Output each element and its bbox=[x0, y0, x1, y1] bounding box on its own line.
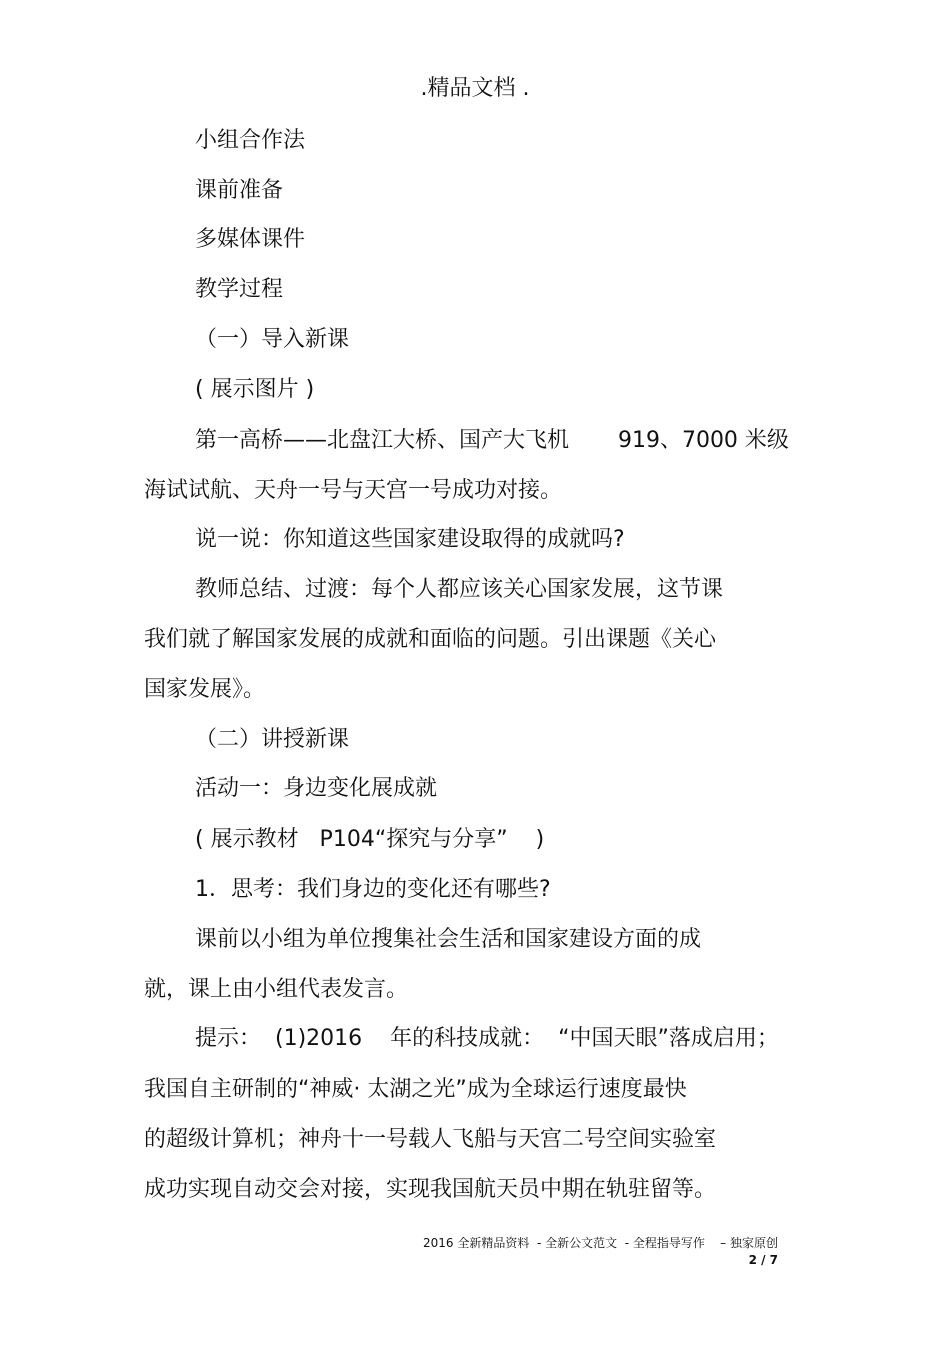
page-footer: 2016 全新精品资料 - 全新公文范文 - 全程指导写作 – 独家原创 bbox=[423, 1236, 778, 1250]
text-line: 多媒体课件 bbox=[195, 227, 306, 252]
text-line: 提示： (1)2016 年的科技成就： “中国天眼”落成启用； bbox=[195, 1026, 779, 1051]
text-line: 课前准备 bbox=[195, 178, 284, 203]
text-line: 就，课上由小组代表发言。 bbox=[144, 977, 409, 1002]
text-line: 说一说：你知道这些国家建设取得的成就吗? bbox=[195, 527, 625, 552]
text-line: 第一高桥——北盘江大桥、国产大飞机 919、7000 米级 bbox=[195, 428, 789, 453]
text-line: 小组合作法 bbox=[195, 128, 306, 153]
text-line: 课前以小组为单位搜集社会生活和国家建设方面的成 bbox=[195, 927, 702, 952]
text-line: ( 展示图片 ) bbox=[195, 377, 315, 402]
text-line: 的超级计算机；神舟十一号载人飞船与天宫二号空间实验室 bbox=[144, 1127, 717, 1152]
text-line: 1．思考：我们身边的变化还有哪些? bbox=[195, 877, 551, 902]
text-line: 国家发展》。 bbox=[144, 677, 266, 702]
text-line: 我国自主研制的“神威· 太湖之光”成为全球运行速度最快 bbox=[144, 1077, 687, 1102]
section-heading: （二）讲授新课 bbox=[195, 727, 350, 752]
text-line: 海试试航、天舟一号与天宫一号成功对接。 bbox=[144, 478, 563, 503]
page-number: 2 / 7 bbox=[748, 1253, 778, 1267]
text-line: 教学过程 bbox=[195, 277, 284, 302]
text-line: ( 展示教材 P104“探究与分享” ) bbox=[195, 827, 545, 852]
text-line: 成功实现自动交会对接，实现我国航天员中期在轨驻留等。 bbox=[144, 1177, 717, 1202]
text-line: 活动一：身边变化展成就 bbox=[195, 776, 438, 801]
text-line: 教师总结、过渡：每个人都应该关心国家发展，这节课 bbox=[195, 577, 724, 602]
text-line: 我们就了解国家发展的成就和面临的问题。引出课题《关心 bbox=[144, 627, 717, 652]
section-heading: （一）导入新课 bbox=[195, 327, 350, 352]
page-header: .精品文档 . bbox=[420, 76, 530, 101]
